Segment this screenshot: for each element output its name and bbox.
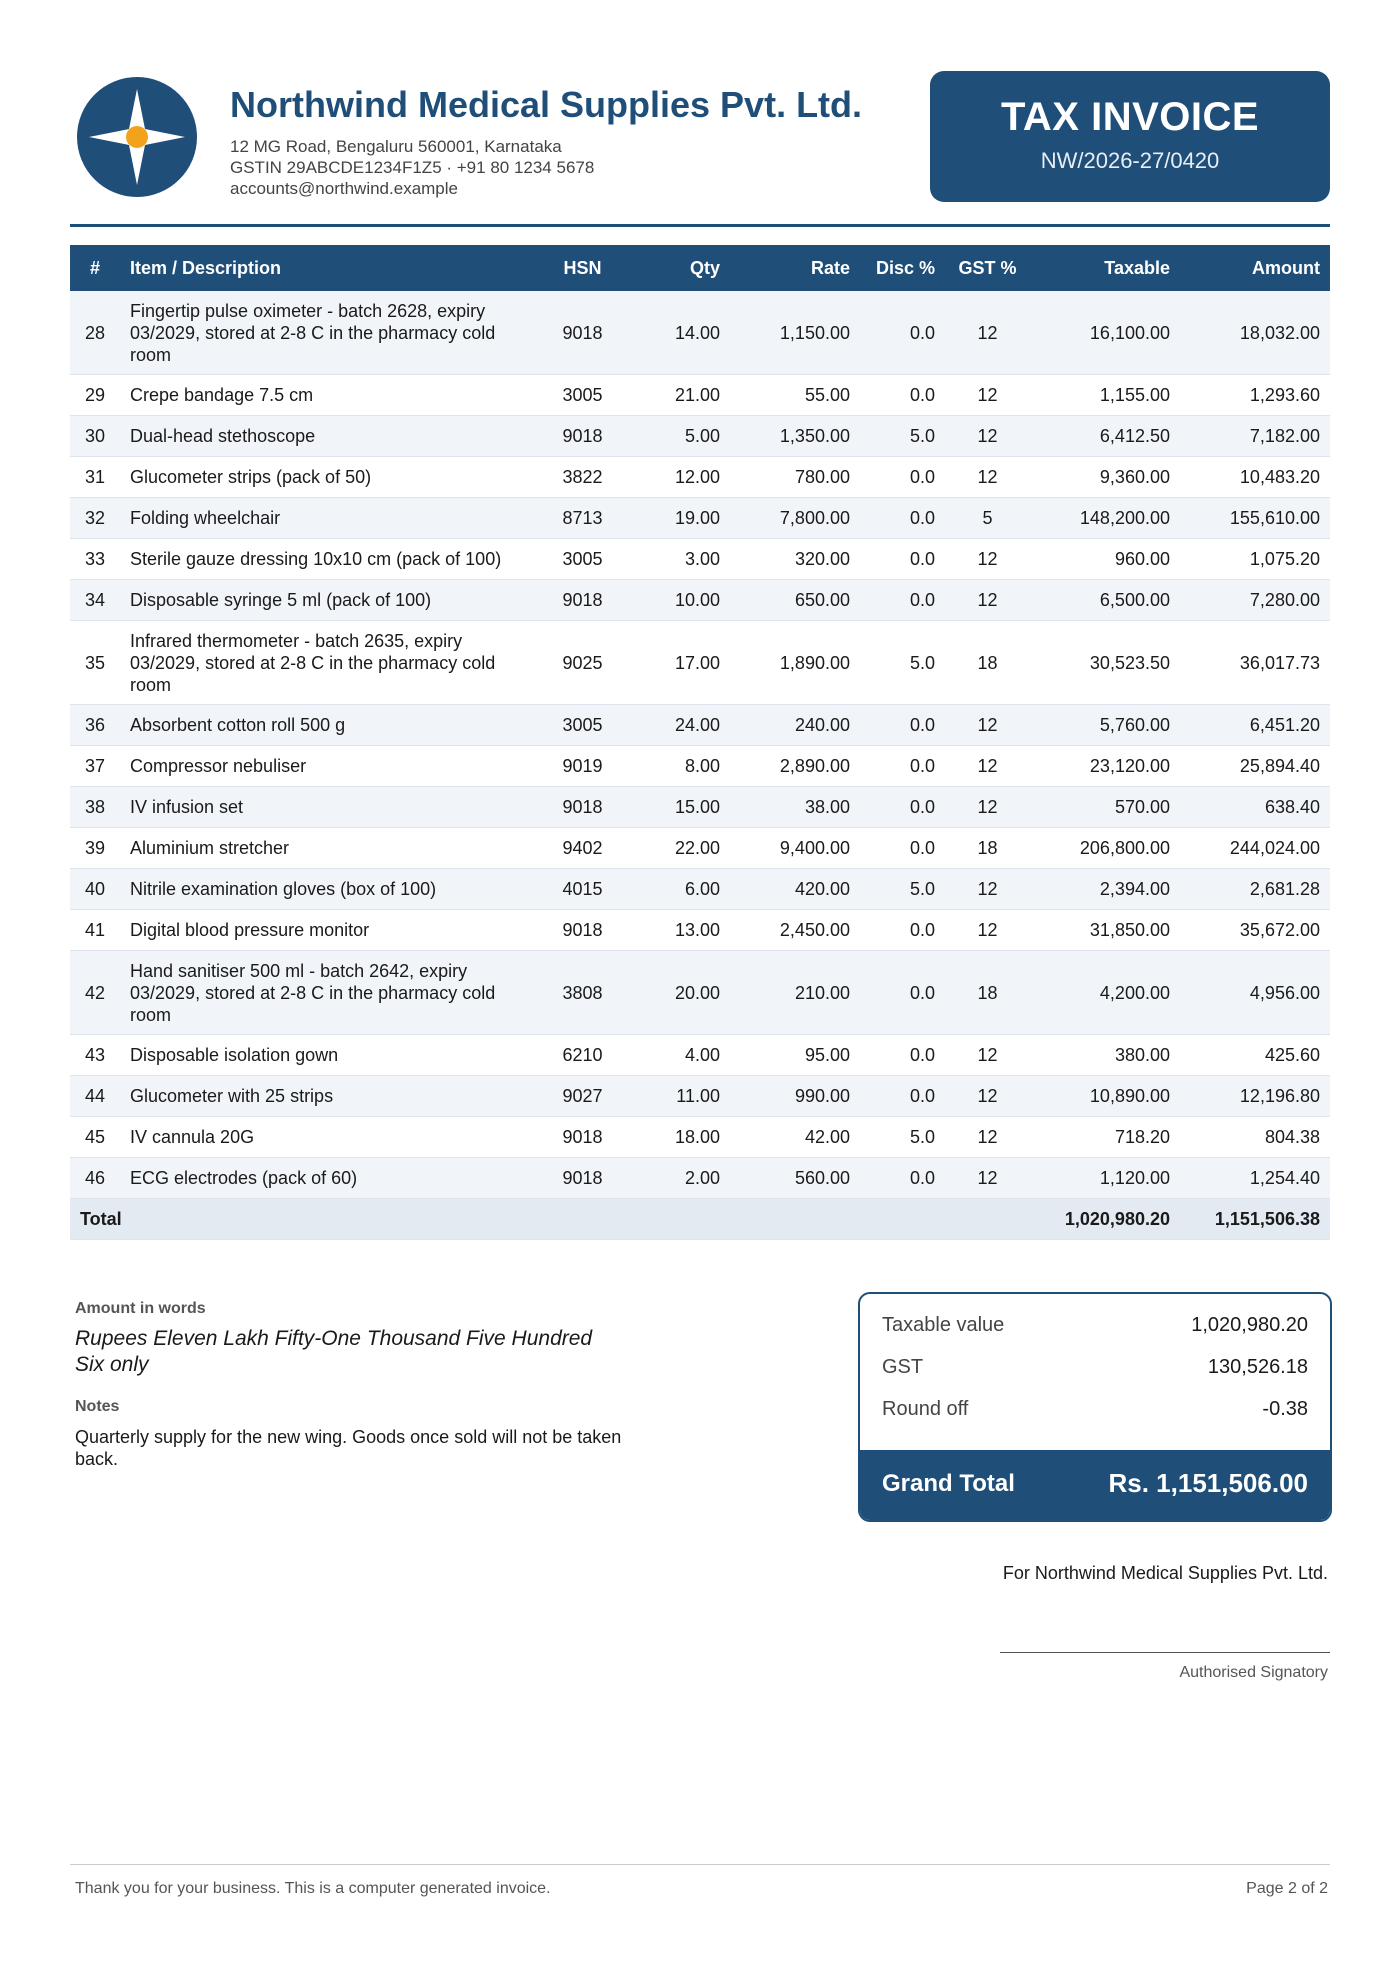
cell-description: Crepe bandage 7.5 cm xyxy=(120,375,545,416)
col-header-description: Item / Description xyxy=(120,245,545,291)
col-header-hsn: HSN xyxy=(545,245,620,291)
cell-description: Glucometer with 25 strips xyxy=(120,1076,545,1117)
cell-amount: 155,610.00 xyxy=(1180,498,1330,539)
cell-qty: 21.00 xyxy=(620,375,730,416)
cell-hsn: 9018 xyxy=(545,787,620,828)
cell-hsn: 9018 xyxy=(545,1158,620,1199)
cell-taxable: 31,850.00 xyxy=(1030,910,1180,951)
cell-gst: 12 xyxy=(945,375,1030,416)
table-row xyxy=(70,457,1330,498)
cell-hsn: 3005 xyxy=(545,539,620,580)
cell-disc: 0.0 xyxy=(860,828,945,869)
col-header-disc: Disc % xyxy=(860,245,945,291)
cell-qty: 17.00 xyxy=(620,621,730,705)
cell-qty: 11.00 xyxy=(620,1076,730,1117)
cell-number: 29 xyxy=(70,375,120,416)
notes-label: Notes xyxy=(75,1398,120,1415)
cell-number: 45 xyxy=(70,1117,120,1158)
cell-qty: 8.00 xyxy=(620,746,730,787)
cell-qty: 6.00 xyxy=(620,869,730,910)
cell-disc: 0.0 xyxy=(860,580,945,621)
items-table xyxy=(70,245,1330,1240)
cell-hsn: 3005 xyxy=(545,705,620,746)
cell-taxable: 570.00 xyxy=(1030,787,1180,828)
signature-company: For Northwind Medical Supplies Pvt. Ltd. xyxy=(1002,1563,1328,1583)
table-row xyxy=(70,621,1330,705)
grand-total-value: Rs. 1,151,506.00 xyxy=(1108,1468,1308,1498)
signature-label: Authorised Signatory xyxy=(1179,1664,1328,1681)
cell-rate: 2,450.00 xyxy=(730,910,860,951)
cell-description: ECG electrodes (pack of 60) xyxy=(120,1158,545,1199)
page-number: Page 2 of 2 xyxy=(1246,1880,1328,1897)
cell-taxable: 148,200.00 xyxy=(1030,498,1180,539)
cell-disc: 0.0 xyxy=(860,375,945,416)
cell-rate: 2,890.00 xyxy=(730,746,860,787)
cell-rate: 95.00 xyxy=(730,1035,860,1076)
cell-amount: 1,293.60 xyxy=(1180,375,1330,416)
cell-gst: 18 xyxy=(945,951,1030,1035)
cell-number: 35 xyxy=(70,621,120,705)
col-header-gst: GST % xyxy=(945,245,1030,291)
header-divider xyxy=(70,224,1330,227)
grand-total-bar xyxy=(860,1450,1330,1520)
cell-number: 41 xyxy=(70,910,120,951)
cell-disc: 0.0 xyxy=(860,1158,945,1199)
cell-taxable: 30,523.50 xyxy=(1030,621,1180,705)
cell-description: Digital blood pressure monitor xyxy=(120,910,545,951)
cell-hsn: 9018 xyxy=(545,910,620,951)
col-header-amount: Amount xyxy=(1180,245,1330,291)
cell-description: IV infusion set xyxy=(120,787,545,828)
cell-description: Dual-head stethoscope xyxy=(120,416,545,457)
cell-amount: 35,672.00 xyxy=(1180,910,1330,951)
table-row xyxy=(70,416,1330,457)
cell-gst: 5 xyxy=(945,498,1030,539)
footer-message: Thank you for your business. This is a computer generated invoice. xyxy=(75,1880,551,1897)
cell-qty: 2.00 xyxy=(620,1158,730,1199)
cell-gst: 12 xyxy=(945,746,1030,787)
cell-hsn: 6210 xyxy=(545,1035,620,1076)
cell-hsn: 3808 xyxy=(545,951,620,1035)
summary-taxable-label: Taxable value xyxy=(882,1314,1005,1336)
col-header-number: # xyxy=(70,245,120,291)
cell-rate: 1,890.00 xyxy=(730,621,860,705)
cell-disc: 0.0 xyxy=(860,457,945,498)
cell-taxable: 10,890.00 xyxy=(1030,1076,1180,1117)
cell-taxable: 206,800.00 xyxy=(1030,828,1180,869)
cell-number: 31 xyxy=(70,457,120,498)
table-row xyxy=(70,375,1330,416)
cell-number: 40 xyxy=(70,869,120,910)
cell-taxable: 1,120.00 xyxy=(1030,1158,1180,1199)
cell-taxable: 6,412.50 xyxy=(1030,416,1180,457)
cell-number: 36 xyxy=(70,705,120,746)
cell-hsn: 9019 xyxy=(545,746,620,787)
cell-amount: 1,075.20 xyxy=(1180,539,1330,580)
cell-disc: 5.0 xyxy=(860,1117,945,1158)
cell-number: 37 xyxy=(70,746,120,787)
cell-disc: 0.0 xyxy=(860,1035,945,1076)
cell-disc: 0.0 xyxy=(860,705,945,746)
cell-hsn: 9018 xyxy=(545,580,620,621)
cell-gst: 12 xyxy=(945,869,1030,910)
cell-disc: 0.0 xyxy=(860,951,945,1035)
cell-number: 28 xyxy=(70,291,120,375)
cell-disc: 0.0 xyxy=(860,1076,945,1117)
cell-hsn: 9018 xyxy=(545,1117,620,1158)
cell-rate: 990.00 xyxy=(730,1076,860,1117)
cell-rate: 420.00 xyxy=(730,869,860,910)
summary-taxable-row xyxy=(882,1314,1308,1344)
cell-taxable: 6,500.00 xyxy=(1030,580,1180,621)
cell-rate: 1,350.00 xyxy=(730,416,860,457)
cell-disc: 0.0 xyxy=(860,291,945,375)
cell-description: Absorbent cotton roll 500 g xyxy=(120,705,545,746)
cell-gst: 12 xyxy=(945,539,1030,580)
cell-gst: 12 xyxy=(945,580,1030,621)
cell-number: 33 xyxy=(70,539,120,580)
cell-disc: 0.0 xyxy=(860,539,945,580)
cell-gst: 12 xyxy=(945,787,1030,828)
cell-rate: 1,150.00 xyxy=(730,291,860,375)
cell-taxable: 2,394.00 xyxy=(1030,869,1180,910)
total-taxable: 1,020,980.20 xyxy=(1030,1199,1180,1240)
cell-gst: 12 xyxy=(945,457,1030,498)
cell-rate: 42.00 xyxy=(730,1117,860,1158)
cell-amount: 7,280.00 xyxy=(1180,580,1330,621)
cell-description: Disposable isolation gown xyxy=(120,1035,545,1076)
cell-rate: 240.00 xyxy=(730,705,860,746)
invoice-title: TAX INVOICE xyxy=(1000,95,1260,139)
col-header-qty: Qty xyxy=(620,245,730,291)
table-row xyxy=(70,498,1330,539)
table-row xyxy=(70,705,1330,746)
amount-in-words: Rupees Eleven Lakh Fifty-One Thousand Five Hundred Six only xyxy=(75,1327,593,1376)
cell-description: Glucometer strips (pack of 50) xyxy=(120,457,545,498)
cell-gst: 18 xyxy=(945,828,1030,869)
table-row xyxy=(70,787,1330,828)
signature-line xyxy=(1000,1652,1330,1653)
cell-qty: 15.00 xyxy=(620,787,730,828)
cell-number: 34 xyxy=(70,580,120,621)
cell-number: 44 xyxy=(70,1076,120,1117)
cell-amount: 1,254.40 xyxy=(1180,1158,1330,1199)
cell-gst: 12 xyxy=(945,1076,1030,1117)
cell-taxable: 1,155.00 xyxy=(1030,375,1180,416)
notes-text: Quarterly supply for the new wing. Goods once sold will not be taken back. xyxy=(75,1427,622,1469)
cell-rate: 560.00 xyxy=(730,1158,860,1199)
cell-hsn: 9018 xyxy=(545,416,620,457)
table-row xyxy=(70,951,1330,1035)
cell-qty: 14.00 xyxy=(620,291,730,375)
cell-gst: 12 xyxy=(945,416,1030,457)
cell-gst: 12 xyxy=(945,1035,1030,1076)
cell-qty: 4.00 xyxy=(620,1035,730,1076)
cell-disc: 0.0 xyxy=(860,787,945,828)
col-header-taxable: Taxable xyxy=(1030,245,1180,291)
table-row xyxy=(70,746,1330,787)
company-name: Northwind Medical Supplies Pvt. Ltd. xyxy=(230,84,863,125)
total-label: Total xyxy=(70,1199,1030,1240)
cell-hsn: 8713 xyxy=(545,498,620,539)
cell-number: 42 xyxy=(70,951,120,1035)
cell-description: Disposable syringe 5 ml (pack of 100) xyxy=(120,580,545,621)
cell-gst: 12 xyxy=(945,705,1030,746)
totals-summary xyxy=(858,1292,1332,1522)
cell-taxable: 5,760.00 xyxy=(1030,705,1180,746)
cell-hsn: 3005 xyxy=(545,375,620,416)
table-row xyxy=(70,1076,1330,1117)
cell-taxable: 16,100.00 xyxy=(1030,291,1180,375)
cell-amount: 18,032.00 xyxy=(1180,291,1330,375)
table-total-row xyxy=(70,1199,1330,1240)
cell-disc: 0.0 xyxy=(860,746,945,787)
cell-qty: 3.00 xyxy=(620,539,730,580)
cell-qty: 10.00 xyxy=(620,580,730,621)
cell-gst: 12 xyxy=(945,291,1030,375)
cell-qty: 24.00 xyxy=(620,705,730,746)
cell-description: Nitrile examination gloves (box of 100) xyxy=(120,869,545,910)
cell-description: Infrared thermometer - batch 2635, expiry 03/2029, stored at 2-8 C in the pharmacy cold room xyxy=(120,621,545,705)
cell-description: Folding wheelchair xyxy=(120,498,545,539)
grand-total-label: Grand Total xyxy=(882,1470,1015,1497)
summary-roundoff-row xyxy=(882,1398,1308,1428)
cell-hsn: 3822 xyxy=(545,457,620,498)
cell-qty: 22.00 xyxy=(620,828,730,869)
table-row xyxy=(70,828,1330,869)
cell-taxable: 23,120.00 xyxy=(1030,746,1180,787)
cell-amount: 425.60 xyxy=(1180,1035,1330,1076)
cell-description: Sterile gauze dressing 10x10 cm (pack of 100) xyxy=(120,539,545,580)
cell-hsn: 9018 xyxy=(545,291,620,375)
cell-hsn: 9402 xyxy=(545,828,620,869)
cell-disc: 5.0 xyxy=(860,621,945,705)
cell-hsn: 9025 xyxy=(545,621,620,705)
cell-description: Fingertip pulse oximeter - batch 2628, expiry 03/2029, stored at 2-8 C in the pharmacy cold room xyxy=(120,291,545,375)
summary-gst-row xyxy=(882,1356,1308,1386)
cell-gst: 18 xyxy=(945,621,1030,705)
cell-number: 32 xyxy=(70,498,120,539)
invoice-number: NW/2026-27/0420 xyxy=(1040,148,1220,173)
cell-amount: 36,017.73 xyxy=(1180,621,1330,705)
cell-number: 38 xyxy=(70,787,120,828)
cell-amount: 10,483.20 xyxy=(1180,457,1330,498)
summary-roundoff-label: Round off xyxy=(882,1398,969,1420)
cell-disc: 0.0 xyxy=(860,910,945,951)
cell-amount: 244,024.00 xyxy=(1180,828,1330,869)
cell-disc: 5.0 xyxy=(860,416,945,457)
cell-qty: 20.00 xyxy=(620,951,730,1035)
cell-rate: 55.00 xyxy=(730,375,860,416)
table-row xyxy=(70,291,1330,375)
table-row xyxy=(70,910,1330,951)
cell-disc: 0.0 xyxy=(860,498,945,539)
company-address: 12 MG Road, Bengaluru 560001, Karnataka xyxy=(230,137,562,156)
cell-number: 39 xyxy=(70,828,120,869)
cell-rate: 650.00 xyxy=(730,580,860,621)
table-row xyxy=(70,1158,1330,1199)
total-amount: 1,151,506.38 xyxy=(1180,1199,1330,1240)
amount-in-words-label: Amount in words xyxy=(75,1300,206,1317)
cell-taxable: 718.20 xyxy=(1030,1117,1180,1158)
col-header-rate: Rate xyxy=(730,245,860,291)
cell-taxable: 380.00 xyxy=(1030,1035,1180,1076)
summary-roundoff-value: -0.38 xyxy=(1262,1398,1308,1420)
cell-description: Compressor nebuliser xyxy=(120,746,545,787)
cell-rate: 780.00 xyxy=(730,457,860,498)
table-row xyxy=(70,580,1330,621)
cell-rate: 9,400.00 xyxy=(730,828,860,869)
cell-rate: 210.00 xyxy=(730,951,860,1035)
cell-disc: 5.0 xyxy=(860,869,945,910)
cell-number: 43 xyxy=(70,1035,120,1076)
cell-amount: 4,956.00 xyxy=(1180,951,1330,1035)
cell-amount: 7,182.00 xyxy=(1180,416,1330,457)
table-row xyxy=(70,1035,1330,1076)
cell-gst: 12 xyxy=(945,1158,1030,1199)
cell-qty: 13.00 xyxy=(620,910,730,951)
table-row xyxy=(70,869,1330,910)
table-row xyxy=(70,539,1330,580)
invoice-title-box xyxy=(930,71,1330,202)
company-email: accounts@northwind.example xyxy=(230,179,458,198)
cell-rate: 320.00 xyxy=(730,539,860,580)
cell-number: 46 xyxy=(70,1158,120,1199)
summary-taxable-value: 1,020,980.20 xyxy=(1191,1314,1308,1336)
cell-hsn: 9027 xyxy=(545,1076,620,1117)
cell-rate: 38.00 xyxy=(730,787,860,828)
cell-taxable: 9,360.00 xyxy=(1030,457,1180,498)
company-gstin-phone: GSTIN 29ABCDE1234F1Z5 · +91 80 1234 5678 xyxy=(230,158,595,177)
cell-qty: 19.00 xyxy=(620,498,730,539)
cell-amount: 2,681.28 xyxy=(1180,869,1330,910)
table-row xyxy=(70,1117,1330,1158)
cell-qty: 12.00 xyxy=(620,457,730,498)
cell-amount: 804.38 xyxy=(1180,1117,1330,1158)
summary-gst-label: GST xyxy=(882,1356,924,1378)
cell-qty: 5.00 xyxy=(620,416,730,457)
footer-divider xyxy=(70,1864,1330,1865)
cell-gst: 12 xyxy=(945,910,1030,951)
table-header-row xyxy=(70,245,1330,291)
cell-number: 30 xyxy=(70,416,120,457)
cell-taxable: 960.00 xyxy=(1030,539,1180,580)
cell-amount: 12,196.80 xyxy=(1180,1076,1330,1117)
cell-description: IV cannula 20G xyxy=(120,1117,545,1158)
cell-taxable: 4,200.00 xyxy=(1030,951,1180,1035)
cell-hsn: 4015 xyxy=(545,869,620,910)
company-logo xyxy=(77,77,197,197)
cell-description: Hand sanitiser 500 ml - batch 2642, expiry 03/2029, stored at 2-8 C in the pharmacy cold room xyxy=(120,951,545,1035)
cell-amount: 638.40 xyxy=(1180,787,1330,828)
cell-qty: 18.00 xyxy=(620,1117,730,1158)
cell-rate: 7,800.00 xyxy=(730,498,860,539)
cell-amount: 6,451.20 xyxy=(1180,705,1330,746)
cell-amount: 25,894.40 xyxy=(1180,746,1330,787)
summary-gst-value: 130,526.18 xyxy=(1207,1356,1308,1378)
cell-description: Aluminium stretcher xyxy=(120,828,545,869)
cell-gst: 12 xyxy=(945,1117,1030,1158)
